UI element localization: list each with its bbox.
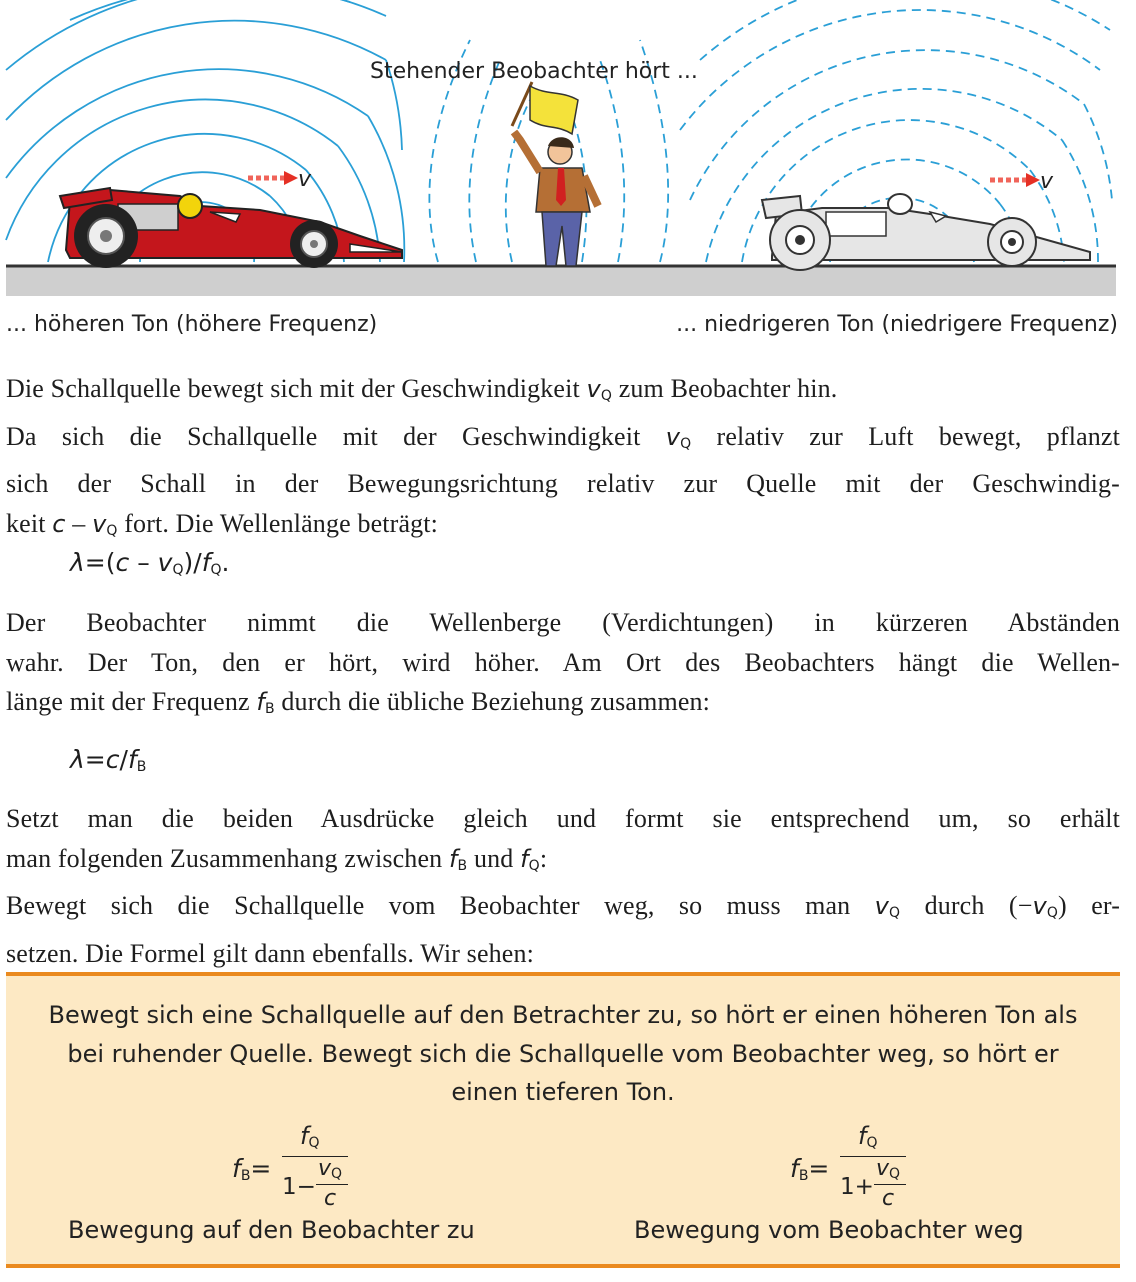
- summary-text: Bewegt sich eine Schallquelle auf den Betrachter zu, so hört er einen höheren Ton als bei ruhender Quelle. Bewegt sich die Schallquelle vom Beobachter weg, so hört er einen tieferen Ton.: [48, 1001, 1078, 1106]
- formula-receding: $f_B=$ $f_Q$ 1+ $v_Q$ c: [790, 1122, 930, 1218]
- paragraph-2: Der Beobachter nimmt die Wellenberge (Verdichtungen) in kürzeren Abständen wahr. Der Ton, den er hört, wird höher. Am Ort des Beobachters hängt die Wellen- länge mit der Frequenz $f_B$ durch die übliche Beziehung zusammen:: [6, 608, 1120, 717]
- velocity-arrow-left: [248, 171, 298, 185]
- caption-approaching: Bewegung auf den Beobachter zu: [68, 1216, 475, 1244]
- formula-wavelength-source: $\lambda=(c - v_Q)/f_Q$.: [70, 548, 230, 578]
- right-caption: ... niedrigeren Ton (niedrigere Frequenz): [676, 312, 1118, 337]
- formula-wavelength-observer: $\lambda=c/f_B$: [70, 745, 147, 775]
- doppler-illustration: [0, 0, 1136, 300]
- left-caption: ... höheren Ton (höhere Frequenz): [6, 312, 378, 337]
- velocity-label-left: v: [298, 167, 312, 192]
- caption-receding: Bewegung vom Beobachter weg: [634, 1216, 1024, 1244]
- velocity-arrow-right: [990, 173, 1040, 187]
- yellow-flag: [530, 86, 578, 134]
- paragraph-3: Setzt man die beiden Ausdrücke gleich und formt sie entsprechend um, so erhält man folgenden Zusammenhang zwischen $f_B$ und $f_Q$: Bewegt sich die Schallquelle vom Beobachter weg, so muss man $v_Q$ durch $(-v_Q)$ er- setzen. Die Formel gilt dann ebenfalls. Wir sehen:: [6, 804, 1121, 968]
- red-race-car: [60, 188, 402, 268]
- velocity-label-right: v: [1040, 169, 1054, 194]
- summary-box: [6, 972, 1120, 1268]
- observer-label: Stehender Beobachter hört ...: [370, 59, 698, 84]
- paragraph-1: Die Schallquelle bewegt sich mit der Geschwindigkeit $v_Q$ zum Beobachter hin. Da sich die Schallquelle mit der Geschwindigkeit $v_Q$ relativ zur Luft bewegt, pflanzt sich der Schall in der Bewegungsrichtung relativ zur Quelle mit der Geschwindig- keit c – $v_Q$ fort. Die Wellenlänge beträgt:: [6, 374, 1120, 539]
- road: [6, 266, 1116, 296]
- formula-approaching: $f_B=$ $f_Q$ 1− $v_Q$ c: [232, 1122, 372, 1218]
